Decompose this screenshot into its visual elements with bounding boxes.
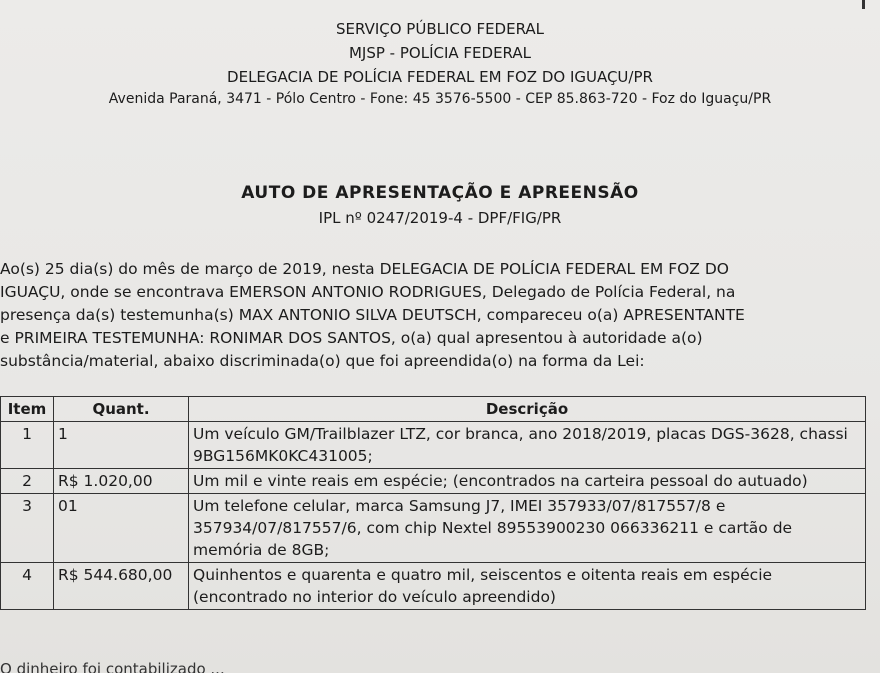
row-quantity: R$ 1.020,00 — [54, 469, 189, 494]
row-item: 3 — [1, 494, 54, 563]
header-description: Descrição — [189, 397, 866, 422]
paragraph-line: e PRIMEIRA TESTEMUNHA: RONIMAR DOS SANTOS, o(a) qual apresentou à autoridade a(o) — [0, 329, 703, 347]
paragraph-line: Ao(s) 25 dia(s) do mês de março de 2019, nesta DELEGACIA DE POLÍCIA FEDERAL EM FOZ DO — [0, 260, 729, 278]
paragraph-line: IGUAÇU, onde se encontrava EMERSON ANTONIO RODRIGUES, Delegado de Polícia Federal, na — [0, 283, 736, 301]
cut-off-text: O dinheiro foi contabilizado ... — [0, 660, 225, 673]
header-quantity: Quant. — [54, 397, 189, 422]
row-description: Um mil e vinte reais em espécie; (encontrados na carteira pessoal do autuado) — [189, 469, 866, 494]
opening-paragraph — [0, 258, 872, 373]
table-header-row — [1, 397, 866, 422]
header-address: Avenida Paraná, 3471 - Pólo Centro - Fone: 45 3576-5500 - CEP 85.863-720 - Foz do Iguaçu/PR — [108, 91, 772, 107]
page-mark — [862, 0, 865, 9]
header-delegacia: DELEGACIA DE POLÍCIA FEDERAL EM FOZ DO IGUAÇU/PR — [227, 68, 653, 86]
row-item: 2 — [1, 469, 54, 494]
row-item: 1 — [1, 422, 54, 469]
row-quantity: R$ 544.680,00 — [54, 563, 189, 610]
paragraph-line: presença da(s) testemunha(s) MAX ANTONIO SILVA DEUTSCH, compareceu o(a) APRESENTANTE — [0, 306, 745, 324]
row-description: Quinhentos e quarenta e quatro mil, seiscentos e oitenta reais em espécie (encontrado no interior do veículo apreendido) — [189, 563, 866, 610]
seized-items-table — [0, 396, 866, 610]
table-row — [1, 494, 866, 563]
paragraph-line: substância/material, abaixo discriminada(o) que foi apreendida(o) na forma da Lei: — [0, 352, 645, 370]
document-title: AUTO DE APRESENTAÇÃO E APREENSÃO — [241, 183, 639, 203]
row-quantity: 1 — [54, 422, 189, 469]
table-row — [1, 469, 866, 494]
row-item: 4 — [1, 563, 54, 610]
table-row — [1, 422, 866, 469]
header-ministry: MJSP - POLÍCIA FEDERAL — [348, 44, 531, 62]
row-description: Um veículo GM/Trailblazer LTZ, cor branca, ano 2018/2019, placas DGS-3628, chassi 9BG156MK0KC431005; — [189, 422, 866, 469]
document-subtitle: IPL nº 0247/2019-4 - DPF/FIG/PR — [318, 209, 562, 227]
header-service: SERVIÇO PÚBLICO FEDERAL — [335, 20, 545, 38]
table-row — [1, 563, 866, 610]
header-item: Item — [1, 397, 54, 422]
row-description: Um telefone celular, marca Samsung J7, IMEI 357933/07/817557/8 e 357934/07/817557/6, com chip Nextel 89553900230 066336211 e cartão de memória de 8GB; — [189, 494, 866, 563]
row-quantity: 01 — [54, 494, 189, 563]
